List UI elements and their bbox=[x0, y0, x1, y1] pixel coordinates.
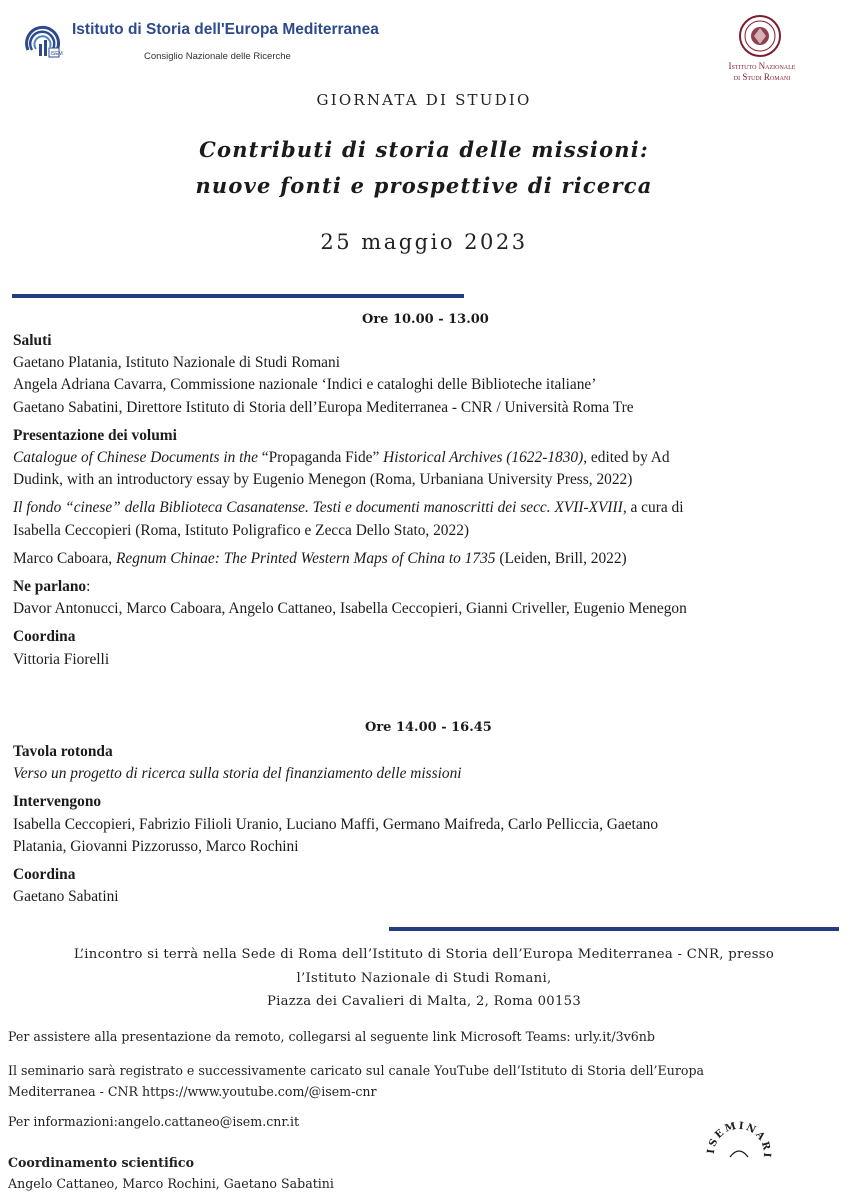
seminari-logo-text: ISEMINARI bbox=[705, 1120, 773, 1160]
intervengono-heading: Intervengono bbox=[13, 793, 102, 811]
saluti-speaker: Gaetano Sabatini, Direttore Istituto di Storia dell’Europa Mediterranea - CNR / Università Roma Tre bbox=[13, 398, 634, 416]
isem-logo-text: ISEM bbox=[50, 51, 63, 57]
partner-name-line2: di Studi Romani bbox=[733, 72, 791, 82]
venue-line3: Piazza dei Cavalieri di Malta, 2, Roma 00153 bbox=[266, 994, 582, 1009]
institute-name: Istituto di Storia dell'Europa Mediterranea bbox=[72, 21, 379, 38]
seminari-logo bbox=[700, 1115, 778, 1193]
volume-1 bbox=[13, 447, 835, 469]
vol1-title-d: , edited by Ad bbox=[583, 449, 670, 467]
coordina-name: Vittoria Fiorelli bbox=[13, 650, 110, 668]
venue-info bbox=[0, 943, 848, 1014]
afternoon-session-time: Ore 14.00 - 16.45 bbox=[365, 720, 492, 735]
tavola-title: Verso un progetto di ricerca sulla storia del finanziamento delle missioni bbox=[13, 765, 462, 783]
parlano-heading: Ne parlano bbox=[13, 578, 87, 596]
event-date: 25 maggio 2023 bbox=[320, 230, 528, 254]
intervengono-line1: Isabella Ceccopieri, Fabrizio Filioli Uranio, Luciano Maffi, Germano Maifreda, Carlo Pelliccia, Gaetano bbox=[13, 815, 659, 833]
parlano-colon: : bbox=[86, 578, 91, 596]
top-divider bbox=[12, 294, 464, 298]
saluti-speaker: Angela Adriana Cavarra, Commissione nazionale ‘Indici e cataloghi delle Biblioteche italiane’ bbox=[13, 376, 597, 394]
coordination bbox=[8, 1152, 808, 1194]
volumi-heading: Presentazione dei volumi bbox=[13, 426, 177, 444]
event-title bbox=[0, 132, 848, 204]
volume-3 bbox=[13, 548, 835, 570]
youtube-info bbox=[8, 1060, 808, 1102]
event-title-line1: Contributi di storia delle missioni: bbox=[199, 137, 649, 162]
bottom-divider bbox=[389, 927, 839, 931]
venue-line2: l’Istituto Nazionale di Studi Romani, bbox=[296, 970, 552, 986]
partner-name-line1: Istituto Nazionale bbox=[728, 61, 796, 71]
morning-program bbox=[13, 330, 835, 671]
vol3-author: Marco Caboara, bbox=[13, 549, 116, 567]
vol1-title-c: Historical Archives (1622-1830) bbox=[383, 449, 584, 467]
coordination-heading: Coordinamento scientifico bbox=[8, 1155, 194, 1170]
isem-logo bbox=[22, 20, 64, 62]
remote-link-text: Per assistere alla presentazione da remoto, collegarsi al seguente link Microsoft Teams: urly.it/3v6nb bbox=[8, 1029, 655, 1044]
vol2-title: Il fondo “cinese” della Biblioteca Casanatense. Testi e documenti manoscritti dei secc. XVII-XVIII bbox=[13, 499, 623, 517]
svg-text:ISEMINARI bbox=[706, 1120, 772, 1159]
vol2-suffix: , a cura di bbox=[622, 499, 684, 517]
youtube-line1: Il seminario sarà registrato e successivamente caricato sul canale YouTube dell’Istituto di Storia dell’Europa bbox=[8, 1063, 705, 1078]
saluti-heading: Saluti bbox=[13, 332, 52, 349]
institute-subtitle: Consiglio Nazionale delle Ricerche bbox=[144, 51, 291, 62]
parlano-speakers: Davor Antonucci, Marco Caboara, Angelo Cattaneo, Isabella Ceccopieri, Gianni Criveller, Eugenio Menegon bbox=[13, 600, 687, 618]
volume-2 bbox=[13, 497, 835, 519]
intervengono-line2: Platania, Giovanni Pizzorusso, Marco Rochini bbox=[13, 837, 299, 855]
event-title-line2: nuove fonti e prospettive di ricerca bbox=[195, 173, 653, 198]
partner-institute-name bbox=[718, 61, 806, 83]
youtube-line2: Mediterranea - CNR https://www.youtube.com/@isem-cnr bbox=[8, 1084, 377, 1099]
volume-1-line2: Dudink, with an introductory essay by Eugenio Menegon (Roma, Urbaniana University Press, 2022) bbox=[13, 471, 633, 489]
event-kicker: GIORNATA DI STUDIO bbox=[316, 91, 532, 109]
vol1-title-b: “Propaganda Fide” bbox=[257, 449, 384, 467]
vol3-publisher: (Leiden, Brill, 2022) bbox=[495, 549, 627, 567]
contact-info: Per informazioni:angelo.cattaneo@isem.cnr.it bbox=[8, 1114, 300, 1129]
afternoon-program bbox=[13, 741, 835, 908]
venue-line1: L’incontro si terrà nella Sede di Roma dell’Istituto di Storia dell’Europa Mediterranea - CNR, presso bbox=[73, 947, 775, 962]
vol3-title: Regnum Chinae: The Printed Western Maps of China to 1735 bbox=[116, 549, 496, 567]
vol1-title-a: Catalogue of Chinese Documents in the bbox=[13, 449, 258, 467]
coordina-name: Gaetano Sabatini bbox=[13, 888, 119, 906]
coordina-heading: Coordina bbox=[13, 866, 76, 884]
volume-2-line2: Isabella Ceccopieri (Roma, Istituto Poligrafico e Zecca Dello Stato, 2022) bbox=[13, 521, 470, 539]
morning-session-time: Ore 10.00 - 13.00 bbox=[362, 312, 489, 327]
insr-seal-icon bbox=[738, 14, 782, 58]
coordination-names: Angelo Cattaneo, Marco Rochini, Gaetano Sabatini bbox=[8, 1176, 334, 1191]
tavola-heading: Tavola rotonda bbox=[13, 743, 113, 760]
saluti-speaker: Gaetano Platania, Istituto Nazionale di Studi Romani bbox=[13, 354, 340, 372]
coordina-heading: Coordina bbox=[13, 628, 76, 646]
